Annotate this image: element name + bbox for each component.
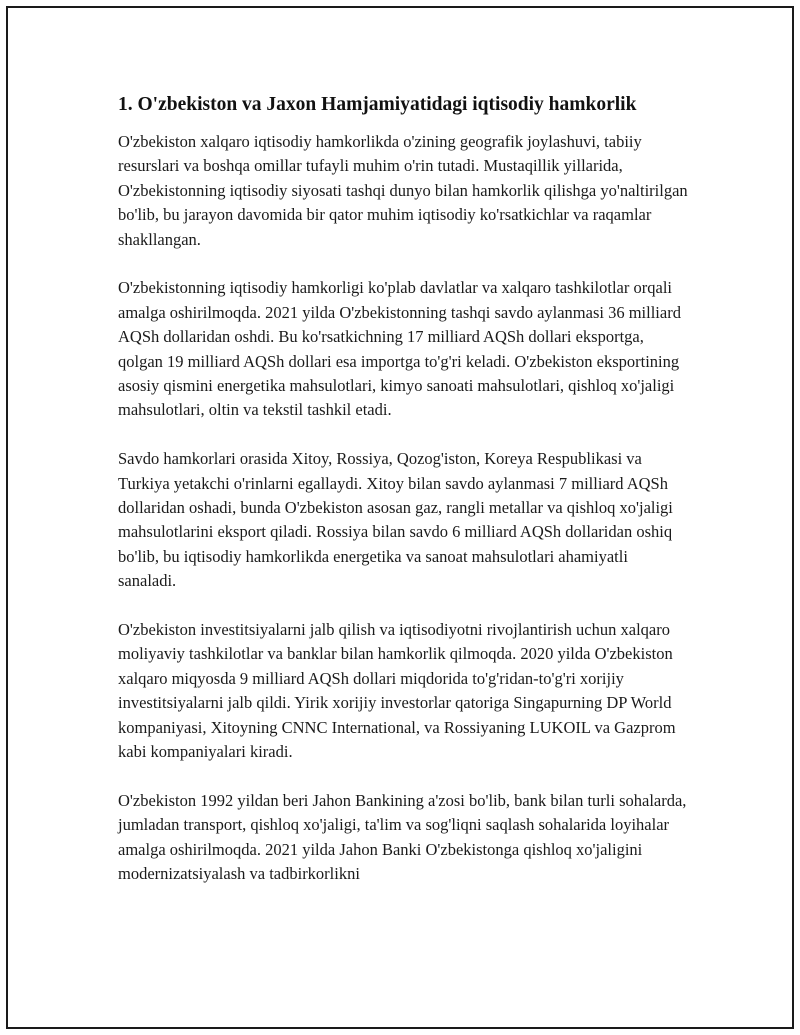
paragraph-investments: O'zbekiston investitsiyalarni jalb qilish va iqtisodiyotni rivojlantirish uchun xalqaro moliyaviy tashkilotlar va banklar bilan hamkorlik qilmoqda. 2020 yilda O'zbekiston xalqaro miqyosda 9 milliard AQSh dollari miqdorida to'g'ridan-to'g'ri xorijiy investitsiyalarni jalb qildi. Yirik xorijiy investorlar qatoriga Singapurning DP World kompaniyasi, Xitoyning CNNC International, va Rossiyaning LUKOIL va Gazprom kabi kompaniyalari kiradi. [118,620,676,762]
document-body [118,92,688,911]
paragraph-trade-turnover: O'zbekistonning iqtisodiy hamkorligi ko'plab davlatlar va xalqaro tashkilotlar orqali amalga oshirilmoqda. 2021 yilda O'zbekistonning tashqi savdo aylanmasi 36 milliard AQSh dollaridan oshdi. Bu ko'rsatkichning 17 milliard AQSh dollari eksportga, qolgan 19 milliard AQSh dollari esa importga to'g'ri keladi. O'zbekiston eksportining asosiy qismini energetika mahsulotlari, kimyo sanoati mahsulotlari, qishloq xo'jaligi mahsulotlari, oltin va tekstil tashkil etadi. [118,278,681,420]
paragraph-trade-partners: Savdo hamkorlari orasida Xitoy, Rossiya, Qozog'iston, Koreya Respublikasi va Turkiya yetakchi o'rinlarni egallaydi. Xitoy bilan savdo aylanmasi 7 milliard AQSh dollaridan oshadi, bunda O'zbekiston asosan gaz, rangli metallar va qishloq xo'jaligi mahsulotlarini eksport qiladi. Rossiya bilan savdo 6 milliard AQSh dollaridan oshiq bo'lib, bu iqtisodiy hamkorlikda energetika va sanoat mahsulotlari ahamiyatli sanaladi. [118,449,673,591]
document-title: 1. O'zbekiston va Jaxon Hamjamiyatidagi iqtisodiy hamkorlik [118,94,637,115]
paragraph-intro: O'zbekiston xalqaro iqtisodiy hamkorlikda o'zining geografik joylashuvi, tabiiy resurslari va boshqa omillar tufayli muhim o'rin tutadi. Mustaqillik yillarida, O'zbekistonning iqtisodiy siyosati tashqi dunyo bilan hamkorlik qilishga yo'naltirilgan bo'lib, bu jarayon davomida bir qator muhim iqtisodiy ko'rsatkichlar va raqamlar shakllangan. [118,132,688,249]
paragraph-world-bank: O'zbekiston 1992 yildan beri Jahon Bankining a'zosi bo'lib, bank bilan turli sohalarda, jumladan transport, qishloq xo'jaligi, ta'lim va sog'liqni saqlash sohalarida loyihalar amalga oshirilmoqda. 2021 yilda Jahon Banki O'zbekistonga qishloq xo'jaligini modernizatsiyalash va tadbirkorlikni [118,790,687,884]
